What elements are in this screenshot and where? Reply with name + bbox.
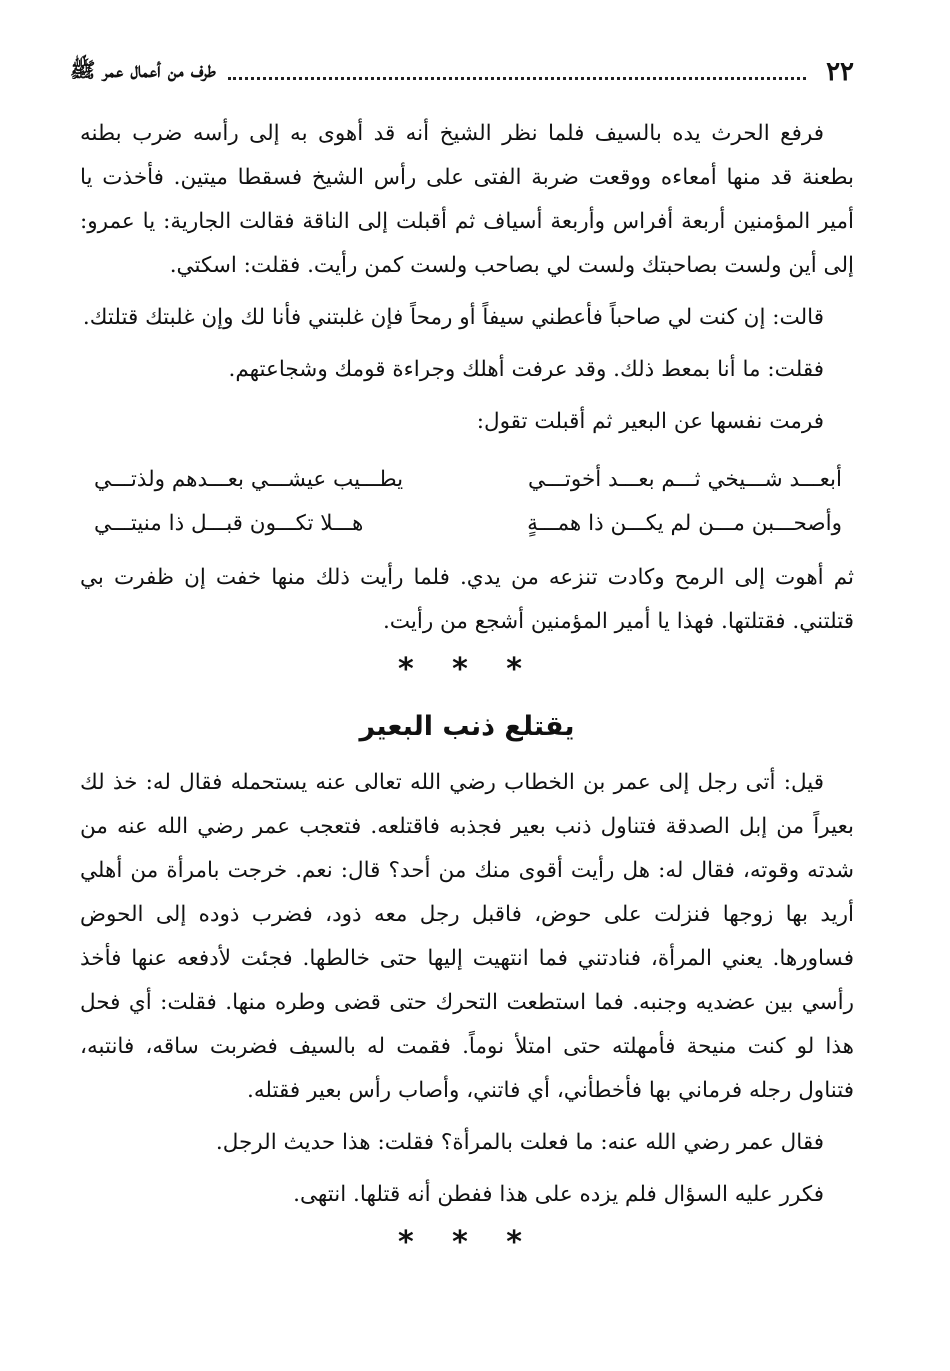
paragraph: فقال عمر رضي الله عنه: ما فعلت بالمرأة؟ فقلت: هذا حديث الرجل. [215, 1130, 824, 1155]
page-header [70, 52, 854, 92]
verse-first-hemistich: أبعـــد شـــيخي ثـــم بعـــد أخوتـــي [528, 467, 842, 492]
section-title: يقتلع ذنب البعير [359, 711, 575, 742]
paragraph: قالت: إن كنت لي صاحباً فأعطني سيفاً أو رمحاً فإن غلبتني فأنا لك وإن غلبتك قتلتك. [82, 305, 824, 330]
poem-verse [80, 458, 854, 502]
page-body [80, 112, 854, 1278]
paragraph: فرفع الحرث يده بالسيف فلما نظر الشيخ أنه قد أهوى به إلى رأسه ضرب بطنه بطعنة قد منها أمعاءه ووقعت ضربة الفتى على رأس الشيخ فسقطا ميتين. فأخذت يا أمير المؤمنين أربعة أفراس وأربعة أسياف ثم أقبلت إلى الناقة فقالت الجارية: يا عمرو: إلى أين ولست بصاحبتك ولست لي بصاحب ولست كمن رأيت. فقلت: اسكتي. [80, 121, 854, 278]
page-number: ٢٢ [826, 57, 854, 87]
paragraph: ثم أهوت إلى الرمح وكادت تنزعه من يدي. فلما رأيت ذلك منها خفت إن ظفرت بي قتلتني. فقتلتها. فهذا يا أمير المؤمنين أشجع من رأيت. [80, 565, 854, 634]
verse-second-hemistich: هـــلا تكـــون قبـــل ذا منيتـــي [94, 511, 364, 536]
poem [80, 458, 854, 546]
paragraph: فكرر عليه السؤال فلم يزده على هذا ففطن أنه قتلها. انتهى. [293, 1182, 824, 1207]
running-title: طرف من أعمال عمر ﷺ [70, 56, 216, 82]
poem-verse [80, 502, 854, 546]
paragraph: فرمت نفسها عن البعير ثم أقبلت تقول: [476, 409, 824, 434]
section-separator: * * * [398, 1225, 536, 1260]
paragraph: قيل: أتى رجل إلى عمر بن الخطاب رضي الله تعالى عنه يستحمله فقال له: خذ لك بعيراً من إبل الصدقة فتناول ذنب بعير فجذبه فاقتلعه. فتعجب عمر رضي الله عنه من شدته وقوته، فقال له: هل رأيت أقوى منك من أحد؟ قال: نعم. خرجت بامرأة من أهلي أريد بها زوجها فنزلت على حوض، فاقبل رجل معه ذود، فضرب ذوده إلى الحوض فساورها. يعني المرأة، فنادتني فما انتهيت إليها حتى خالطها. فجئت لأدفعه عنها فأخذ رأسي بين عضديه وجنبه. فما استطعت التحرك حتى قضى وطره منها. فقلت: أي فحل هذا لو كنت منيحة فأمهلته حتى امتلأ نوماً. فقمت له بالسيف فضربت ساقه، فانتبه، فتناول رجله فرماني بها فأخطأني، أي فاتني، وأصاب رأس بعير فقتله. [80, 770, 854, 1103]
section-separator: * * * [398, 652, 536, 687]
header-leader-dots [228, 77, 806, 80]
verse-first-hemistich: وأصحـــبن مـــن لم يكـــن ذا همـــةٍ [527, 511, 842, 536]
paragraph: فقلت: ما أنا بمعط ذلك. وقد عرفت أهلك وجراءة قومك وشجاعتهم. [228, 357, 824, 382]
verse-second-hemistich: يطـــيب عيشـــي بعـــدهم ولذتـــي [94, 467, 404, 492]
